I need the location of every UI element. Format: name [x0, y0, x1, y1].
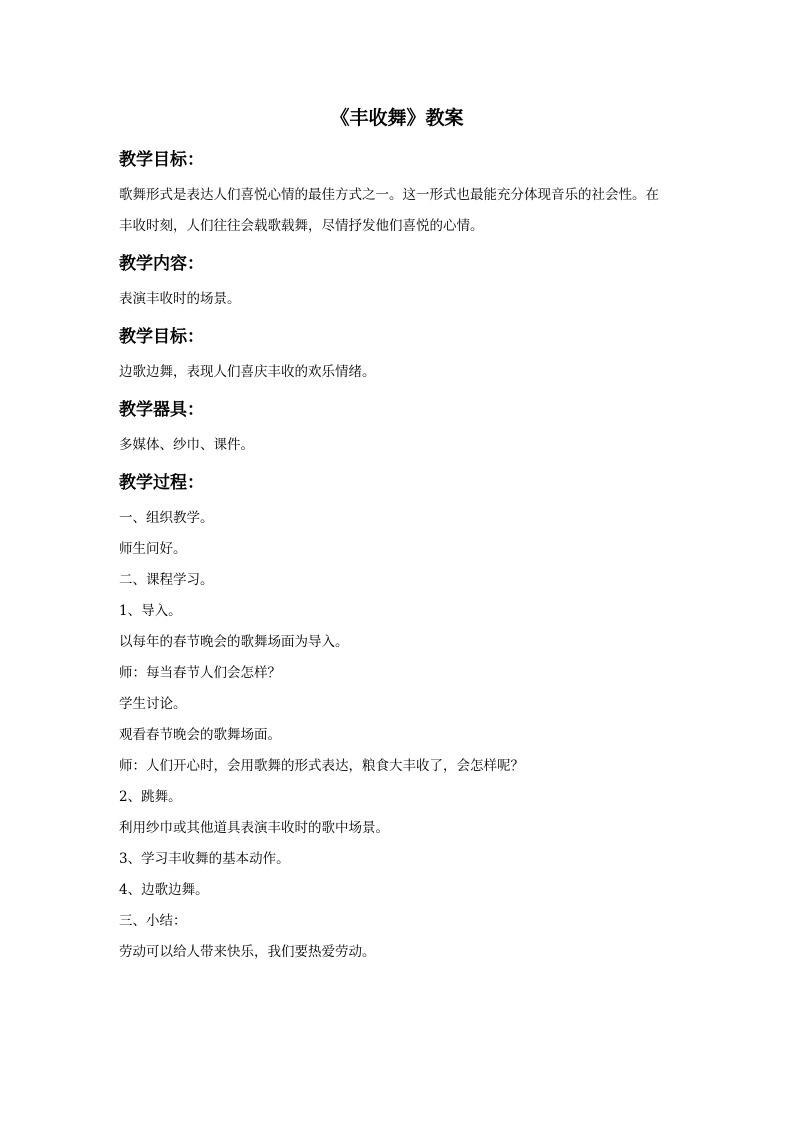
paragraph-line: 丰收时刻，人们往往会载歌载舞，尽情抒发他们喜悦的心情。	[119, 218, 484, 234]
paragraph-line: 边歌边舞，表现人们喜庆丰收的欢乐情绪。	[119, 364, 376, 380]
paragraph-line: 表演丰收时的场景。	[119, 291, 241, 307]
section-heading-tools: 教学器具：	[119, 400, 204, 420]
section-heading-process: 教学过程：	[119, 473, 204, 493]
process-line: 三、小结：	[119, 913, 187, 929]
process-line: 师：每当春节人们会怎样？	[119, 665, 281, 681]
process-line: 劳动可以给人带来快乐，我们要热爱劳动。	[119, 944, 376, 960]
process-line: 2、跳舞。	[119, 789, 182, 805]
process-line: 1、导入。	[119, 603, 182, 619]
section-heading-goals-2: 教学目标：	[119, 327, 204, 347]
process-line: 二、课程学习。	[119, 572, 214, 588]
process-line: 一、组织教学。	[119, 510, 214, 526]
process-line: 以每年的春节晚会的歌舞场面为导入。	[119, 634, 349, 650]
document-title: 《丰收舞》教案	[330, 107, 464, 129]
process-line: 学生讨论。	[119, 696, 187, 712]
section-heading-goals: 教学目标：	[119, 150, 204, 170]
process-line: 4、边歌边舞。	[119, 882, 209, 898]
process-line: 师：人们开心时，会用歌舞的形式表达，粮食大丰收了，会怎样呢？	[119, 758, 524, 774]
process-line: 观看春节晚会的歌舞场面。	[119, 727, 281, 743]
paragraph-line: 歌舞形式是表达人们喜悦心情的最佳方式之一。这一形式也最能充分体现音乐的社会性。在	[119, 187, 659, 203]
paragraph-line: 多媒体、纱巾、课件。	[119, 437, 254, 453]
process-line: 3、学习丰收舞的基本动作。	[119, 851, 290, 867]
section-heading-content: 教学内容：	[119, 254, 204, 274]
process-line: 利用纱巾或其他道具表演丰收时的歌中场景。	[119, 820, 389, 836]
process-line: 师生问好。	[119, 541, 187, 557]
